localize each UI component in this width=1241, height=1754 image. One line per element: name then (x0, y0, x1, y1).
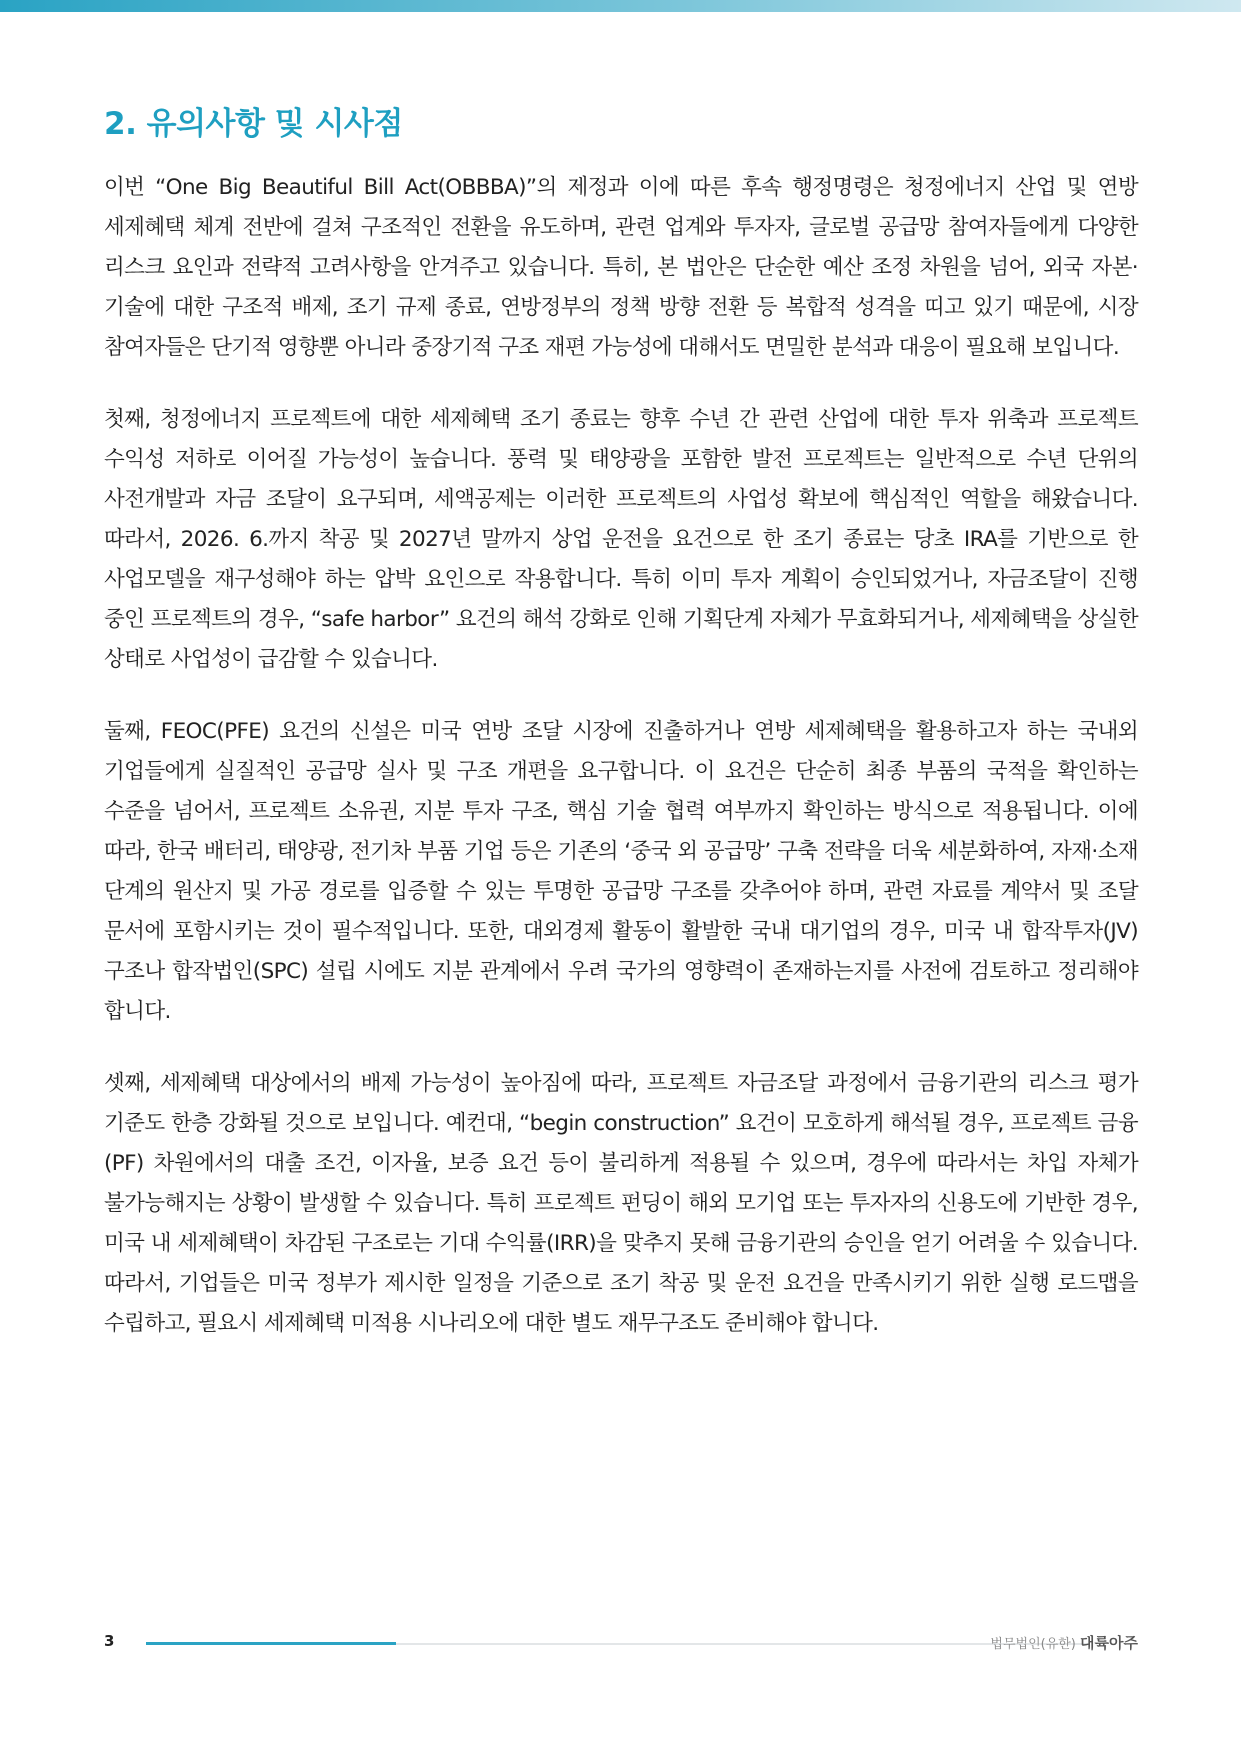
section-heading: 2. 유의사항 및 시사점 (104, 106, 403, 142)
paragraph-third: 셋째, 세제혜택 대상에서의 배제 가능성이 높아짐에 따라, 프로젝트 자금조달 과정에서 금융기관의 리스크 평가 기준도 한층 강화될 것으로 보입니다. 예컨대, “begin construction” 요건이 모호하게 해석될 경우, 프로젝트 금융(PF) 차원에서의 대출 조건, 이자율, 보증 요건 등이 불리하게 적용될 수 있으며, 경우에 따라서는 차입 자체가 불가능해지는 상황이 발생할 수 있습니다. 특히 프로젝트 펀딩이 해외 모기업 또는 투자자의 신용도에 기반한 경우, 미국 내 세제혜택이 차감된 구조로는 기대 수익률(IRR)을 맞추지 못해 금융기관의 승인을 얻기 어려울 수 있습니다. 따라서, 기업들은 미국 정부가 제시한 일정을 기준으로 조기 착공 및 운전 요건을 만족시키기 위한 실행 로드맵을 수립하고, 필요시 세제혜택 미적용 시나리오에 대한 별도 재무구조도 준비해야 합니다. (104, 1071, 1138, 1336)
paragraph-first: 첫째, 청정에너지 프로젝트에 대한 세제혜택 조기 종료는 향후 수년 간 관련 산업에 대한 투자 위축과 프로젝트 수익성 저하로 이어질 가능성이 높습니다. 풍력 및 태양광을 포함한 발전 프로젝트는 일반적으로 수년 단위의 사전개발과 자금 조달이 요구되며, 세액공제는 이러한 프로젝트의 사업성 확보에 핵심적인 역할을 해왔습니다. 따라서, 2026. 6.까지 착공 및 2027년 말까지 상업 운전을 요건으로 한 조기 종료는 당초 IRA를 기반으로 한 사업모델을 재구성해야 하는 압박 요인으로 작용합니다. 특히 이미 투자 계획이 승인되었거나, 자금조달이 진행 중인 프로젝트의 경우, “safe harbor” 요건의 해석 강화로 인해 기획단계 자체가 무효화되거나, 세제혜택을 상실한 상태로 사업성이 급감할 수 있습니다. (104, 407, 1138, 672)
page-number: 3 (104, 1632, 115, 1650)
footer-divider-accent (146, 1642, 396, 1645)
firm-prefix: 법무법인(유한) (990, 1637, 1076, 1652)
firm-name (990, 1632, 1138, 1653)
firm-brand: 대륙아주 (1080, 1634, 1138, 1652)
page-footer (104, 1632, 1138, 1656)
body-content (104, 168, 1138, 1376)
paragraph-second: 둘째, FEOC(PFE) 요건의 신설은 미국 연방 조달 시장에 진출하거나 연방 세제혜택을 활용하고자 하는 국내외 기업들에게 실질적인 공급망 실사 및 구조 개편을 요구합니다. 이 요건은 단순히 최종 부품의 국적을 확인하는 수준을 넘어서, 프로젝트 소유권, 지분 투자 구조, 핵심 기술 협력 여부까지 확인하는 방식으로 적용됩니다. 이에 따라, 한국 배터리, 태양광, 전기차 부품 기업 등은 기존의 ‘중국 외 공급망’ 구축 전략을 더욱 세분화하여, 자재·소재 단계의 원산지 및 가공 경로를 입증할 수 있는 투명한 공급망 구조를 갖추어야 하며, 관련 자료를 계약서 및 조달 문서에 포함시키는 것이 필수적입니다. 또한, 대외경제 활동이 활발한 국내 대기업의 경우, 미국 내 합작투자(JV) 구조나 합작법인(SPC) 설립 시에도 지분 관계에서 우려 국가의 영향력이 존재하는지를 사전에 검토하고 정리해야 합니다. (104, 719, 1138, 1024)
paragraph-intro: 이번 “One Big Beautiful Bill Act(OBBBA)”의 제정과 이에 따른 후속 행정명령은 청정에너지 산업 및 연방 세제혜택 체계 전반에 걸쳐 구조적인 전환을 유도하며, 관련 업계와 투자자, 글로벌 공급망 참여자들에게 다양한 리스크 요인과 전략적 고려사항을 안겨주고 있습니다. 특히, 본 법안은 단순한 예산 조정 차원을 넘어, 외국 자본·기술에 대한 구조적 배제, 조기 규제 종료, 연방정부의 정책 방향 전환 등 복합적 성격을 띠고 있기 때문에, 시장 참여자들은 단기적 영향뿐 아니라 중장기적 구조 재편 가능성에 대해서도 면밀한 분석과 대응이 필요해 보입니다. (104, 175, 1138, 360)
top-accent-bar (0, 0, 1241, 12)
